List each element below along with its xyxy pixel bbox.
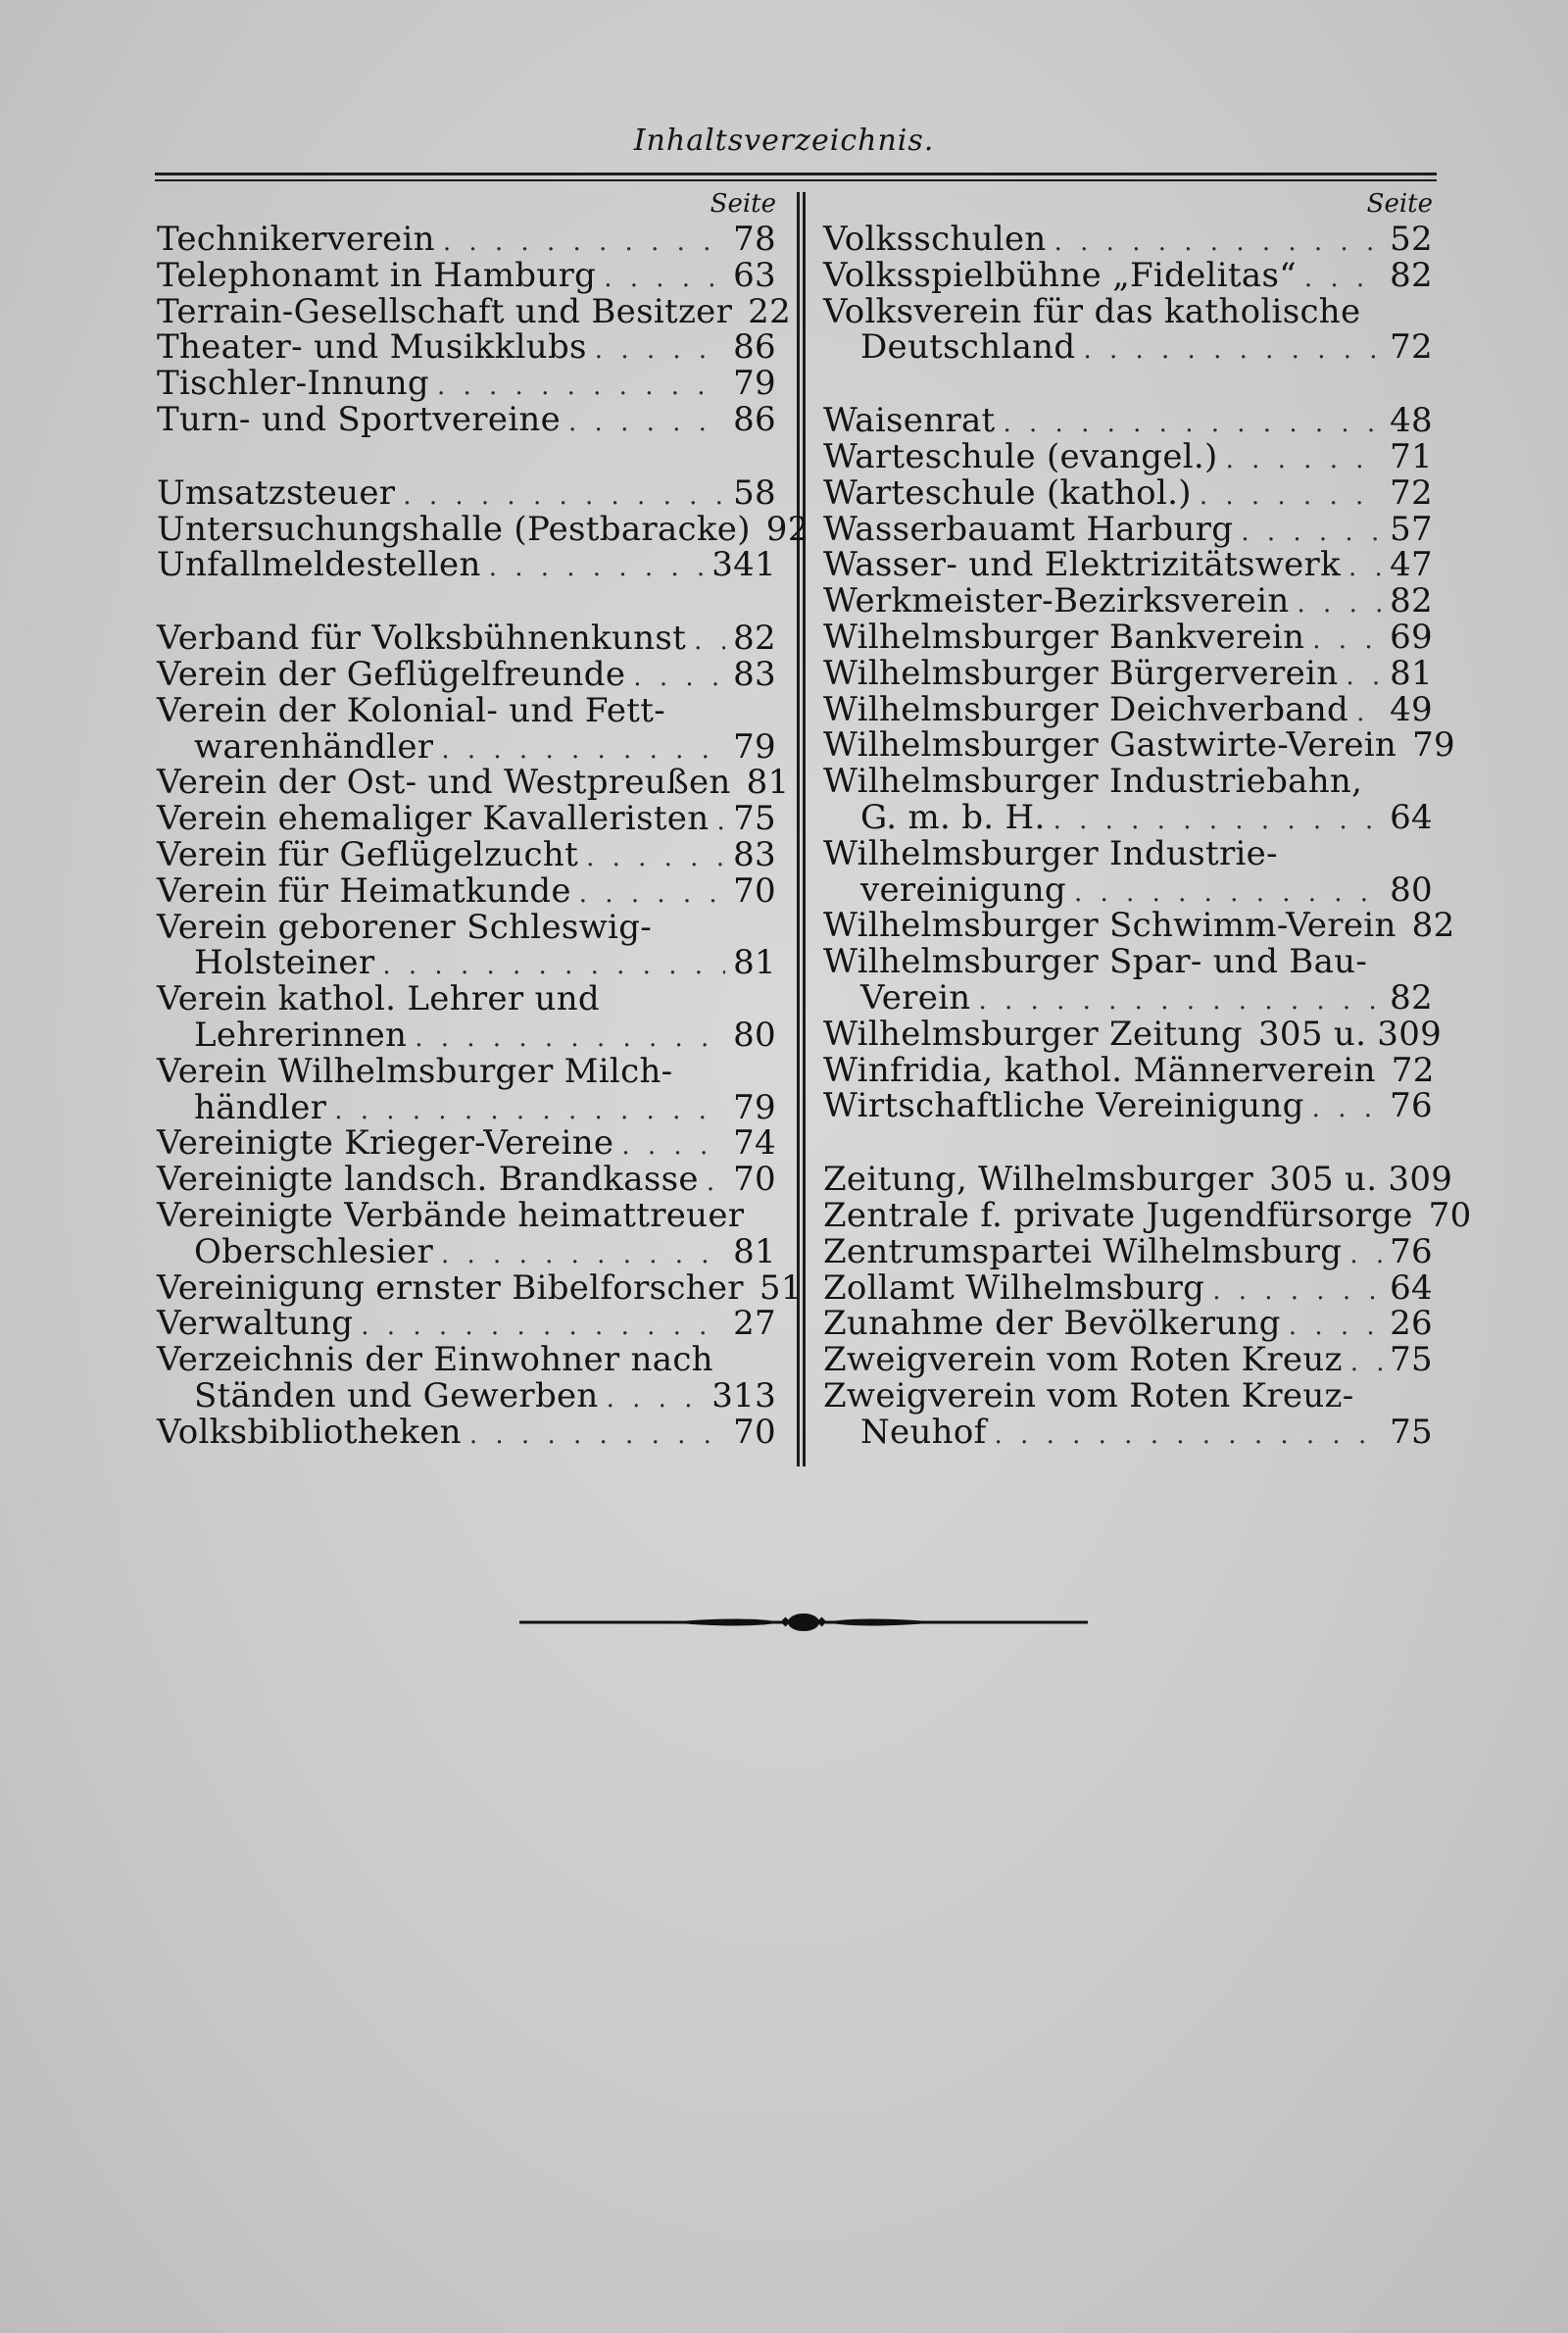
entry-text: Vereinigung ernster Bibelforscher xyxy=(157,1267,744,1308)
entry-page-number: 79 xyxy=(733,364,776,404)
entry-text: Umsatzsteuer xyxy=(157,472,396,513)
index-entry xyxy=(823,291,1433,331)
entry-text: Verein xyxy=(860,977,971,1018)
index-entry xyxy=(823,1306,1433,1342)
entry-page-number: 70 xyxy=(1428,1195,1472,1235)
entry-page-number: 75 xyxy=(733,799,776,839)
entry-page-number: 57 xyxy=(1390,509,1433,549)
leader-dots xyxy=(694,623,725,660)
entry-page-number: 83 xyxy=(733,654,776,694)
leader-dots xyxy=(1312,1091,1382,1127)
entry-text: Lehrerinnen xyxy=(194,1015,408,1055)
entry-text: Wilhelmsburger Bankverein xyxy=(823,617,1305,657)
index-entry xyxy=(823,255,1433,295)
index-entry xyxy=(823,1195,1472,1235)
index-entry xyxy=(157,654,776,694)
entry-page-number: 82 xyxy=(733,619,776,659)
entry-page-number: 82 xyxy=(1390,581,1433,621)
entry-text: Vereinigte Verbände heimattreuer xyxy=(157,1195,745,1235)
index-entry xyxy=(823,509,1433,549)
entry-page-number: 71 xyxy=(1390,436,1433,476)
entry-text: Verein der Kolonial- und Fett- xyxy=(157,690,665,730)
index-entry xyxy=(823,1160,1453,1200)
entry-page-number: 70 xyxy=(733,1412,776,1452)
entry-page-number: 47 xyxy=(1390,545,1433,585)
index-entry-continuation xyxy=(157,1375,776,1415)
column-divider-right xyxy=(803,192,806,1466)
entry-text: Waisenrat xyxy=(823,401,996,441)
index-entry xyxy=(823,1014,1443,1054)
entry-page-number: 81 xyxy=(733,1231,776,1271)
entry-text: Warteschule (evangel.) xyxy=(823,436,1218,476)
entry-page-number: 63 xyxy=(733,255,776,295)
index-entry xyxy=(823,436,1433,476)
entry-text: Wilhelmsburger Industriebahn, xyxy=(823,762,1363,802)
index-entry xyxy=(157,1195,776,1235)
index-entry xyxy=(823,1088,1433,1124)
index-entry-continuation xyxy=(823,797,1433,837)
entry-text: Wilhelmsburger Industrie- xyxy=(823,833,1278,873)
index-entry xyxy=(157,329,776,366)
entry-page-number: 72 xyxy=(1390,472,1433,513)
index-entry xyxy=(157,801,776,837)
entry-text: Technikerverein xyxy=(157,220,435,259)
entry-text: Zentrale f. private Jugendfürsorge xyxy=(823,1195,1413,1235)
index-entry xyxy=(823,617,1433,657)
entry-text: warenhändler xyxy=(194,726,434,767)
entry-text: händler xyxy=(194,1087,327,1127)
entry-text: Volksspielbühne „Fidelitas“ xyxy=(823,255,1297,295)
index-entry-continuation xyxy=(157,1231,776,1271)
entry-text: Vereinigte landsch. Brandkasse xyxy=(157,1160,699,1200)
index-entry-continuation xyxy=(823,329,1433,366)
index-entry xyxy=(823,906,1455,946)
index-entry xyxy=(157,399,776,439)
entry-page-number: 82 xyxy=(1390,255,1433,295)
entry-text: Zweigverein vom Roten Kreuz xyxy=(823,1340,1343,1380)
leader-dots xyxy=(1298,586,1383,622)
index-entry xyxy=(823,1267,1433,1308)
index-entry xyxy=(823,403,1433,439)
entry-page-number: 69 xyxy=(1390,617,1433,657)
entry-text: Verein ehemaliger Kavalleristen xyxy=(157,799,710,839)
index-entry xyxy=(157,509,809,549)
entry-text: Wilhelmsburger Spar- und Bau- xyxy=(823,942,1368,982)
index-entry-continuation xyxy=(157,1015,776,1055)
entry-text: Verein kathol. Lehrer und xyxy=(157,979,600,1019)
leader-dots xyxy=(489,550,705,586)
leader-dots xyxy=(995,1417,1383,1454)
entry-page-number: 80 xyxy=(1390,869,1433,910)
index-entry xyxy=(157,834,776,874)
leader-dots xyxy=(607,1381,705,1417)
index-entry xyxy=(157,763,790,803)
entry-page-number: 72 xyxy=(1391,1050,1435,1090)
index-entry xyxy=(157,1125,776,1162)
entry-page-number: 341 xyxy=(711,545,776,585)
index-entry xyxy=(157,981,776,1018)
entry-page-number: 49 xyxy=(1390,689,1433,729)
leader-dots xyxy=(716,804,725,840)
index-entry-continuation xyxy=(157,1087,776,1127)
header-rule-thin xyxy=(155,179,1437,181)
entry-text: Verein für Heimatkunde xyxy=(157,870,571,911)
entry-page-number: 48 xyxy=(1390,401,1433,441)
entry-text: Turn- und Sportvereine xyxy=(157,399,562,439)
entry-text: Verband für Volksbühnenkunst xyxy=(157,619,687,659)
entry-text: Neuhof xyxy=(860,1412,987,1452)
leader-dots xyxy=(441,1237,725,1273)
entry-page-number: 22 xyxy=(748,291,792,331)
leader-dots xyxy=(1348,550,1382,586)
entry-page-number: 81 xyxy=(1390,653,1433,693)
entry-page-number: 64 xyxy=(1390,797,1433,837)
entry-text: vereinigung xyxy=(860,869,1066,910)
entry-text: Verein Wilhelmsburger Milch- xyxy=(157,1051,673,1091)
page-column-label: Seite xyxy=(1366,189,1433,219)
entry-page-number: 70 xyxy=(733,870,776,911)
entry-page-number: 79 xyxy=(733,1087,776,1127)
closing-ornament xyxy=(519,1608,1088,1637)
index-entry xyxy=(157,1162,776,1198)
entry-text: Volksbibliotheken xyxy=(157,1412,462,1452)
header-rule-thick xyxy=(155,173,1437,175)
index-entry xyxy=(823,222,1433,258)
index-entry-continuation xyxy=(823,1412,1433,1452)
entry-text: Unfallmeldestellen xyxy=(157,545,481,585)
entry-text: Wasser- und Elektrizitätswerk xyxy=(823,545,1342,585)
entry-page-number: 76 xyxy=(1390,1231,1433,1271)
index-entry-continuation xyxy=(823,977,1433,1018)
entry-page-number: 75 xyxy=(1390,1340,1433,1380)
index-entry xyxy=(823,547,1433,583)
entry-text: Vereinigte Krieger-Vereine xyxy=(157,1123,614,1164)
index-entry xyxy=(157,870,776,911)
entry-page-number: 86 xyxy=(733,327,776,368)
index-entry xyxy=(823,472,1433,513)
entry-text: Verzeichnis der Einwohner nach xyxy=(157,1340,713,1380)
index-entry-continuation xyxy=(823,869,1433,910)
entry-text: Zeitung, Wilhelmsburger xyxy=(823,1160,1254,1200)
entry-text: Verein der Geflügelfreunde xyxy=(157,654,626,694)
entry-page-number: 86 xyxy=(733,399,776,439)
entry-page-number: 83 xyxy=(733,834,776,874)
entry-text: Verein für Geflügelzucht xyxy=(157,834,579,874)
entry-page-number: 305 u. 309 xyxy=(1269,1160,1453,1200)
entry-text: Zunahme der Bevölkerung xyxy=(823,1304,1281,1344)
group-gap xyxy=(823,366,1433,403)
index-entry xyxy=(823,1231,1433,1271)
group-gap xyxy=(157,583,776,620)
index-entry xyxy=(157,1412,776,1452)
index-entry xyxy=(157,547,776,583)
entry-text: Volksverein für das katholische xyxy=(823,291,1361,331)
entry-text: Terrain-Gesellschaft und Besitzer xyxy=(157,291,733,331)
index-entry xyxy=(157,472,776,513)
group-gap xyxy=(823,1124,1433,1162)
entry-page-number: 26 xyxy=(1390,1304,1433,1344)
entry-page-number: 75 xyxy=(1390,1412,1433,1452)
group-gap xyxy=(157,438,776,475)
page-column-label: Seite xyxy=(710,189,776,219)
index-entry xyxy=(157,255,776,295)
entry-page-number: 79 xyxy=(733,726,776,767)
index-entry xyxy=(157,690,776,730)
index-column-right xyxy=(823,186,1472,1452)
entry-page-number: 313 xyxy=(711,1375,776,1415)
entry-page-number: 82 xyxy=(1411,906,1455,946)
entry-page-number: 64 xyxy=(1390,1267,1433,1308)
entry-text: Ständen und Gewerben xyxy=(194,1375,599,1415)
entry-text: Verein geborener Schleswig- xyxy=(157,907,653,947)
entry-page-number: 305 u. 309 xyxy=(1257,1014,1443,1054)
leader-dots xyxy=(1346,659,1382,695)
index-entry xyxy=(157,366,776,402)
entry-page-number: 72 xyxy=(1390,327,1433,368)
entry-text: Untersuchungshalle (Pestbaracke) xyxy=(157,509,751,549)
index-entry xyxy=(157,1342,776,1378)
entry-text: Wilhelmsburger Schwimm-Verein xyxy=(823,906,1396,946)
entry-page-number: 81 xyxy=(733,943,776,983)
entry-text: Oberschlesier xyxy=(194,1231,433,1271)
entry-text: Wilhelmsburger Bürgerverein xyxy=(823,653,1339,693)
entry-text: Deutschland xyxy=(860,327,1076,368)
entry-text: Verwaltung xyxy=(157,1304,354,1344)
index-entry xyxy=(823,1342,1433,1378)
entry-page-number: 52 xyxy=(1390,220,1433,259)
entry-page-number: 80 xyxy=(733,1015,776,1055)
index-entry xyxy=(823,944,1433,980)
entry-text: Winfridia, kathol. Männerverein xyxy=(823,1050,1376,1090)
index-column-left xyxy=(157,186,809,1452)
index-entry xyxy=(823,1375,1433,1415)
index-entry xyxy=(157,620,776,657)
entry-page-number: 79 xyxy=(1412,725,1455,766)
leader-dots xyxy=(595,332,725,369)
entry-page-number: 51 xyxy=(759,1267,803,1308)
running-head: Inhaltsverzeichnis. xyxy=(633,124,935,158)
index-entry xyxy=(157,291,792,331)
leader-dots xyxy=(1349,1237,1382,1273)
entry-text: Wilhelmsburger Zeitung xyxy=(823,1014,1243,1054)
index-entry xyxy=(823,725,1455,766)
index-entry xyxy=(823,833,1433,873)
entry-text: Zollamt Wilhelmsburg xyxy=(823,1267,1205,1308)
index-entry xyxy=(157,907,776,947)
entry-text: Holsteiner xyxy=(194,943,375,983)
index-entry xyxy=(823,689,1433,729)
entry-text: Tischler-Innung xyxy=(157,364,429,404)
entry-text: Wirtschaftliche Vereinigung xyxy=(823,1086,1304,1126)
entry-text: Wasserbauamt Harburg xyxy=(823,509,1234,549)
entry-page-number: 78 xyxy=(733,220,776,259)
entry-text: Werkmeister-Bezirksverein xyxy=(823,581,1290,621)
entry-text: G. m. b. H. xyxy=(860,797,1046,837)
leader-dots xyxy=(1083,332,1382,369)
entry-text: Wilhelmsburger Deichverband xyxy=(823,689,1349,729)
entry-page-number: 74 xyxy=(733,1123,776,1164)
entry-page-number: 76 xyxy=(1390,1086,1433,1126)
leader-dots xyxy=(1226,442,1383,478)
entry-text: Volksschulen xyxy=(823,220,1047,259)
entry-text: Warteschule (kathol.) xyxy=(823,472,1192,513)
entry-text: Wilhelmsburger Gastwirte-Verein xyxy=(823,725,1397,766)
index-entry xyxy=(157,222,776,258)
entry-text: Zentrumspartei Wilhelmsburg xyxy=(823,1231,1343,1271)
entry-text: Theater- und Musikklubs xyxy=(157,327,587,368)
entry-text: Telephonamt in Hamburg xyxy=(157,255,597,295)
leader-dots xyxy=(586,840,725,876)
entry-text: Verein der Ost- und Westpreußen xyxy=(157,763,731,803)
index-entry xyxy=(157,1267,803,1308)
entry-page-number: 92 xyxy=(765,509,809,549)
index-entry xyxy=(823,653,1433,693)
entry-page-number: 70 xyxy=(733,1160,776,1200)
entry-page-number: 27 xyxy=(733,1304,776,1344)
entry-page-number: 82 xyxy=(1390,977,1433,1018)
index-entry xyxy=(823,583,1433,620)
index-entry xyxy=(157,1306,776,1342)
index-entry-continuation xyxy=(157,945,776,981)
leader-dots xyxy=(568,405,725,441)
index-entry xyxy=(157,1051,776,1091)
entry-page-number: 58 xyxy=(733,472,776,513)
entry-text: Zweigverein vom Roten Kreuz- xyxy=(823,1375,1354,1415)
entry-page-number: 81 xyxy=(746,763,790,803)
leader-dots xyxy=(1350,1345,1382,1381)
leader-dots xyxy=(469,1417,725,1454)
index-entry xyxy=(823,1050,1435,1090)
index-entry xyxy=(823,764,1433,800)
index-entry-continuation xyxy=(157,726,776,767)
